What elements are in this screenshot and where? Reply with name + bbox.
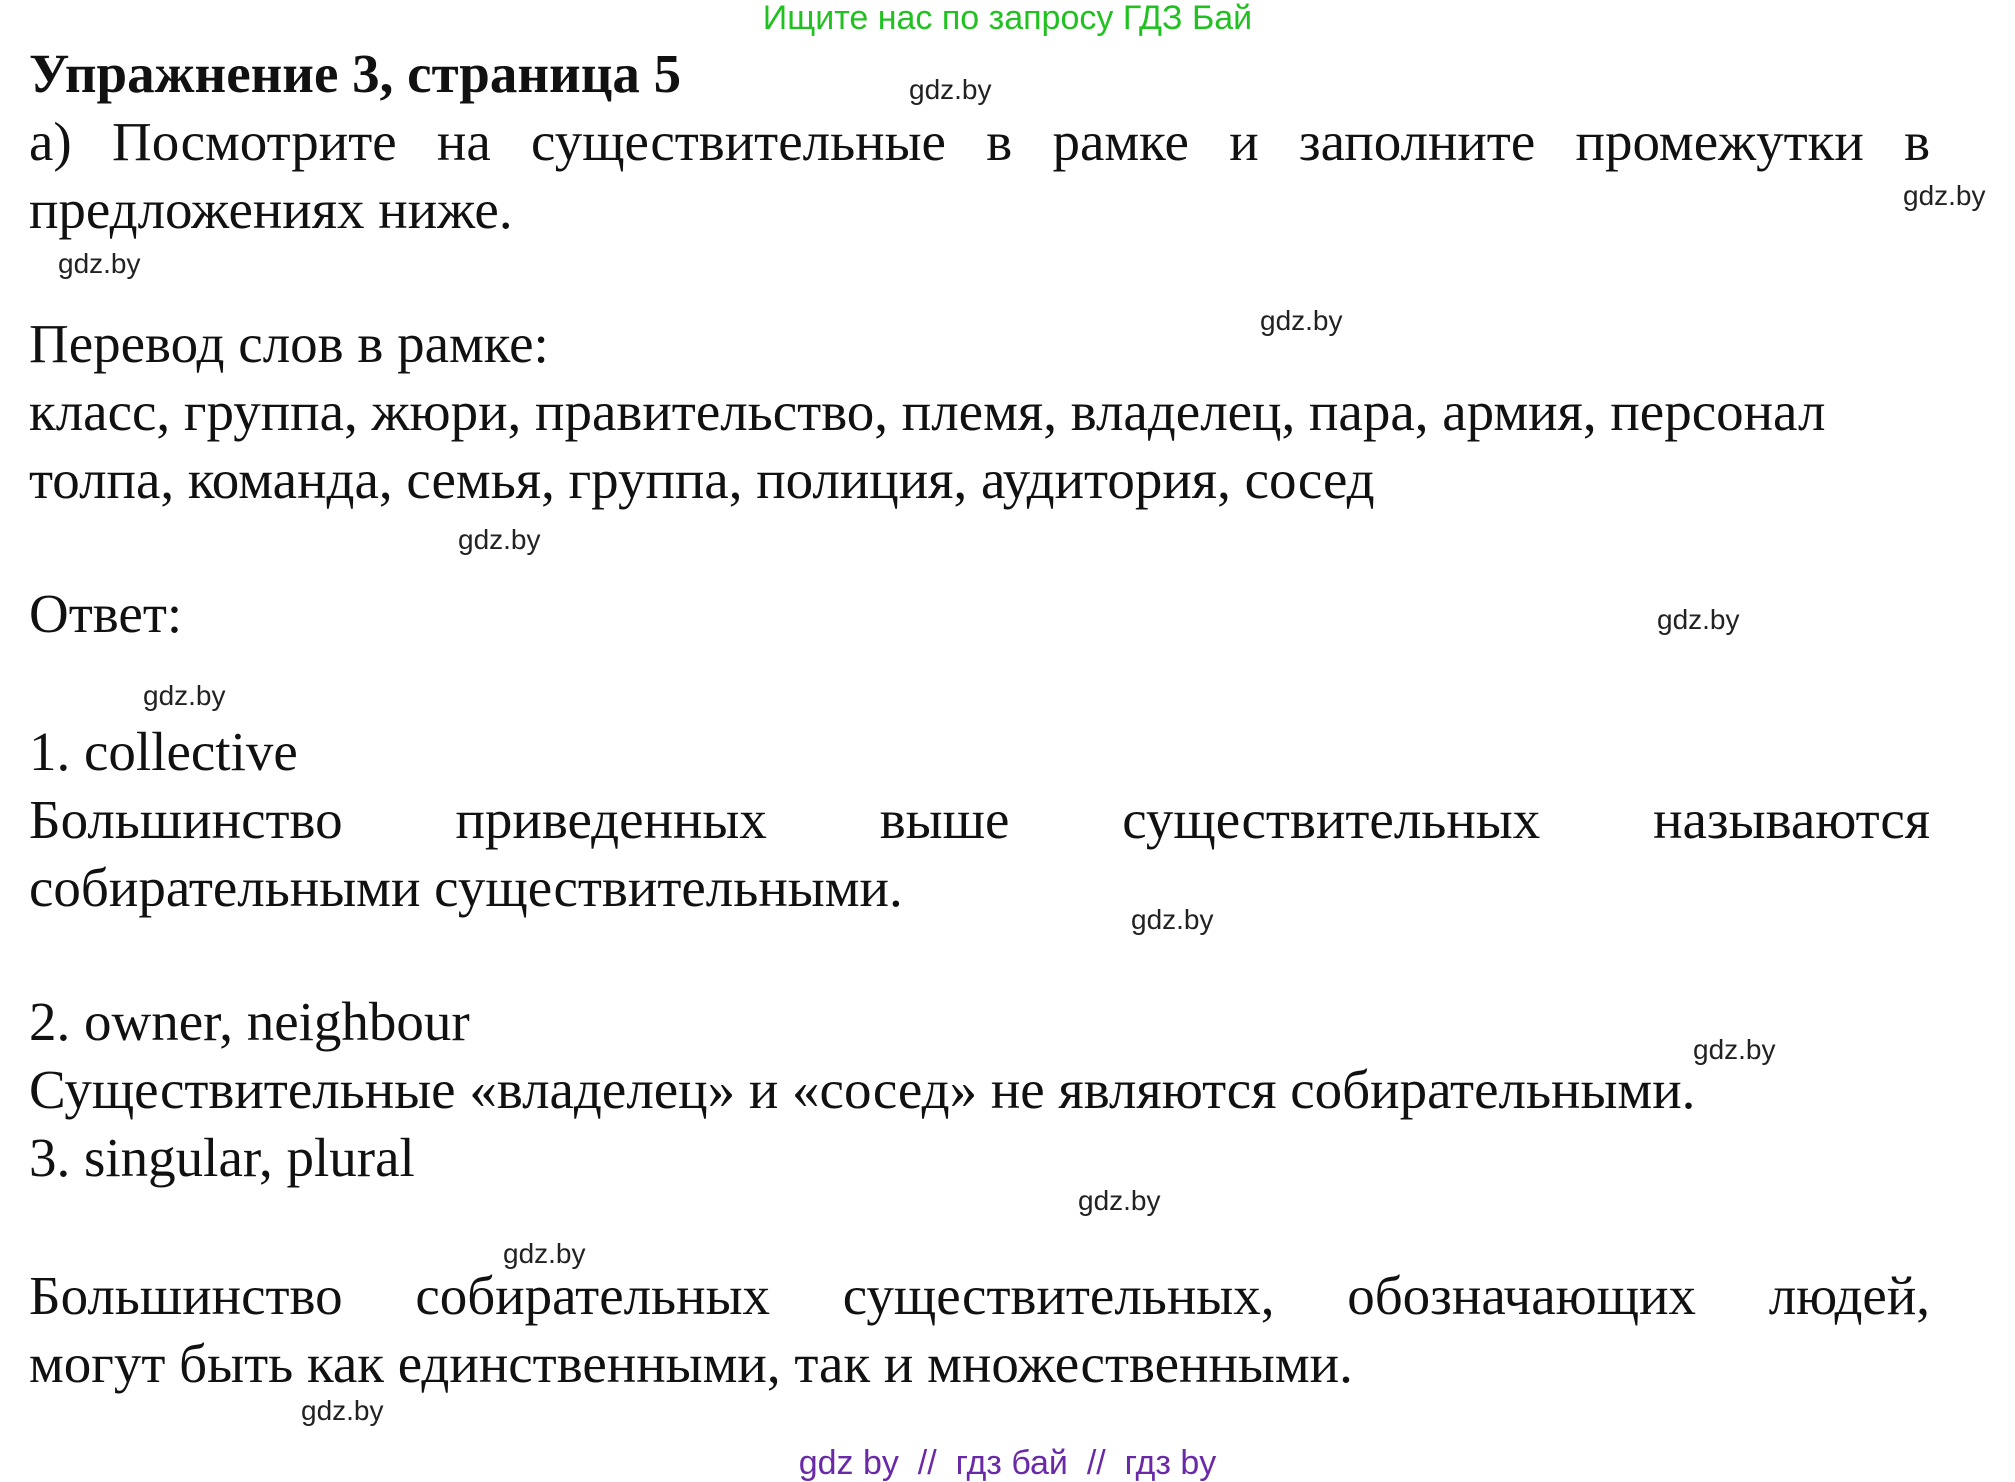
watermark: gdz.by <box>1657 604 1740 635</box>
answer-3-line-1: Большинство собирательных существительных, обозначающих людей, <box>29 1265 1931 1326</box>
footer-links[interactable]: gdz by // гдз бай // гдз by <box>798 1444 1217 1482</box>
answer-1-line-1: Большинство приведенных выше существительных называются <box>29 789 1931 850</box>
watermark: gdz.by <box>1131 904 1214 935</box>
watermark: gdz.by <box>1693 1034 1776 1065</box>
watermark: gdz.by <box>58 248 141 279</box>
watermark: gdz.by <box>909 74 992 105</box>
answer-1-title: 1. collective <box>29 721 298 782</box>
watermark: gdz.by <box>1078 1185 1161 1216</box>
watermark: gdz.by <box>143 680 226 711</box>
translation-heading: Перевод слов в рамке: <box>29 313 549 374</box>
answer-3-line-2: могут быть как единственными, так и множественными. <box>29 1333 1353 1394</box>
answer-2-title: 2. owner, neighbour <box>29 991 470 1052</box>
top-banner-link[interactable]: Ищите нас по запросу ГДЗ Бай <box>762 0 1253 37</box>
task-line-2: предложениях ниже. <box>29 179 513 240</box>
task-line-1: а) Посмотрите на существительные в рамке и заполните промежутки в <box>29 111 1931 172</box>
answer-label: Ответ: <box>29 583 183 644</box>
translation-line-1: класс, группа, жюри, правительство, племя, владелец, пара, армия, персонал <box>29 381 1826 442</box>
answer-3-title: 3. singular, plural <box>29 1127 415 1188</box>
translation-line-2: толпа, команда, семья, группа, полиция, аудитория, сосед <box>29 449 1375 510</box>
page-title: Упражнение 3, страница 5 <box>29 43 682 104</box>
watermark: gdz.by <box>503 1238 586 1269</box>
answer-1-line-2: собирательными существительными. <box>29 857 903 918</box>
watermark: gdz.by <box>301 1395 384 1426</box>
watermark: gdz.by <box>1260 305 1343 336</box>
answer-2-text: Существительные «владелец» и «сосед» не являются собирательными. <box>29 1059 1696 1120</box>
watermark: gdz.by <box>458 524 541 555</box>
watermark: gdz.by <box>1903 180 1986 211</box>
